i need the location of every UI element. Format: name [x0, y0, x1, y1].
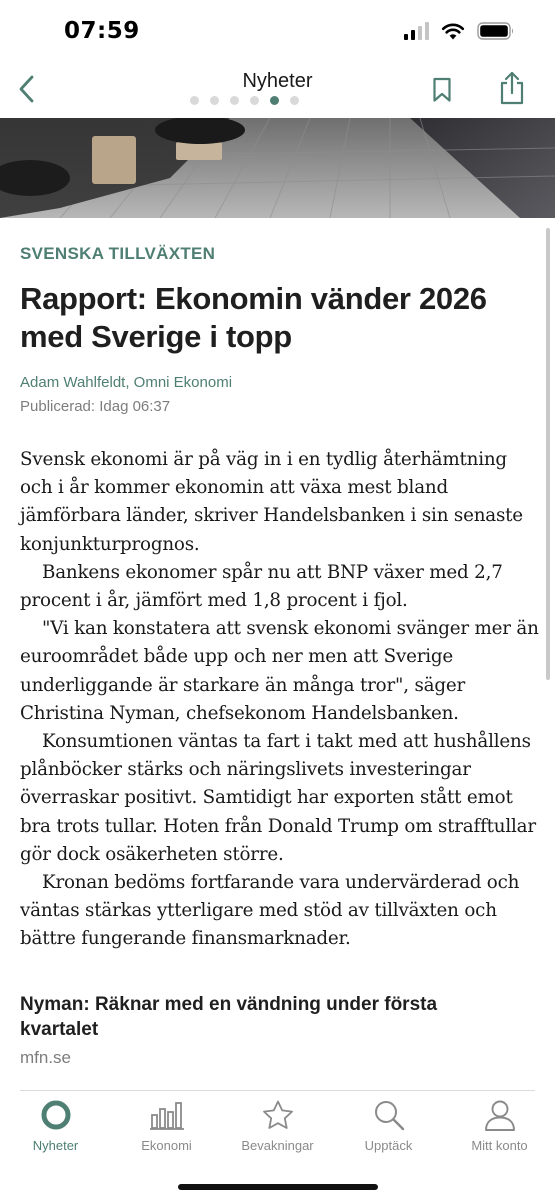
user-icon: [483, 1098, 517, 1132]
article-body: [20, 446, 540, 954]
tab-nyheter[interactable]: [0, 1098, 111, 1164]
bar-chart-icon: [149, 1099, 185, 1131]
article-paragraph: Bankens ekonomer spår nu att BNP växer med 2,7 procent i år, jämfört med 1,8 procent i fjol.: [20, 561, 503, 612]
bookmark-button[interactable]: [428, 74, 456, 106]
article-paragraph: Svensk ekonomi är på väg in i en tydlig återhämtning och i år kommer ekonomin att växa mest bland jämförbara länder, skriver Handelsbanken i sin senaste konjunkturprognos.: [20, 449, 523, 555]
home-indicator[interactable]: [178, 1184, 378, 1190]
article-byline[interactable]: Adam Wahlfeldt, Omni Ekonomi: [20, 374, 233, 391]
section-label[interactable]: SVENSKA TILLVÄXTEN: [20, 244, 216, 263]
page-dot[interactable]: [290, 96, 299, 105]
tab-bevakningar[interactable]: [222, 1098, 333, 1164]
tab-mitt-konto[interactable]: [444, 1098, 555, 1164]
battery-icon: [477, 22, 515, 40]
related-article-link[interactable]: Nyman: Räknar med en vändning under första kvartalet: [20, 994, 438, 1040]
tab-bar: [0, 1090, 555, 1200]
scrollbar[interactable]: [546, 228, 550, 680]
page-dot[interactable]: [210, 96, 219, 105]
page-dot[interactable]: [190, 96, 199, 105]
status-icons: [404, 22, 515, 40]
chevron-left-icon: [17, 74, 37, 104]
tab-label: Bevakningar: [241, 1138, 314, 1153]
star-icon: [261, 1099, 295, 1131]
bookmark-icon: [432, 77, 452, 103]
page-dot[interactable]: [250, 96, 259, 105]
published-time: Idag 06:37: [99, 398, 171, 415]
wifi-icon: [441, 22, 465, 40]
article-hero-image: [0, 118, 555, 218]
page-indicator: [190, 96, 299, 105]
published-date: [20, 398, 170, 415]
cellular-signal-icon: [404, 22, 429, 40]
omni-ring-icon: [40, 1099, 72, 1131]
published-label: Publicerad:: [20, 398, 96, 415]
tab-label: Nyheter: [32, 1138, 79, 1153]
tab-label: Upptäck: [364, 1138, 413, 1153]
tab-label: Ekonomi: [141, 1138, 192, 1153]
page-dot[interactable]: [230, 96, 239, 105]
share-button[interactable]: [494, 68, 530, 108]
tab-label: Mitt konto: [471, 1138, 528, 1153]
article-paragraph: Kronan bedöms fortfarande vara undervärderad och väntas stärkas ytterligare med stöd av tillväxten och bättre fungerande finansmarknader.: [20, 872, 520, 950]
article-headline: Rapport: Ekonomin vänder 2026 med Sverige i topp: [20, 281, 487, 354]
article-paragraph: "Vi kan konstatera att svensk ekonomi svänger mer än euroområdet både upp och ner men att Sverige underliggande är starkare än många tror", säger Christina Nyman, chefsekonom Handelsbanken.: [20, 618, 539, 724]
tab-upptack[interactable]: [333, 1098, 444, 1164]
search-icon: [372, 1098, 406, 1132]
tab-ekonomi[interactable]: [111, 1098, 222, 1164]
related-article-source: mfn.se: [20, 1048, 72, 1067]
page-dot[interactable]: [270, 96, 279, 105]
back-button[interactable]: [12, 72, 42, 106]
status-bar: [0, 0, 555, 62]
article-paragraph: Konsumtionen väntas ta fart i takt med att hushållens plånböcker stärks och näringslivets investeringar överraskar positivt. Samtidigt har exporten stått emot bra trots tullar. Hoten från Donald Trump om strafftullar gör dock osäkerheten större.: [20, 731, 536, 865]
nav-title: Nyheter: [242, 70, 313, 92]
status-time: 07:59: [64, 18, 140, 44]
share-icon: [497, 70, 527, 106]
hero-photo: [0, 118, 555, 218]
tab-bar-divider: [20, 1090, 535, 1091]
nav-bar: [0, 62, 555, 118]
